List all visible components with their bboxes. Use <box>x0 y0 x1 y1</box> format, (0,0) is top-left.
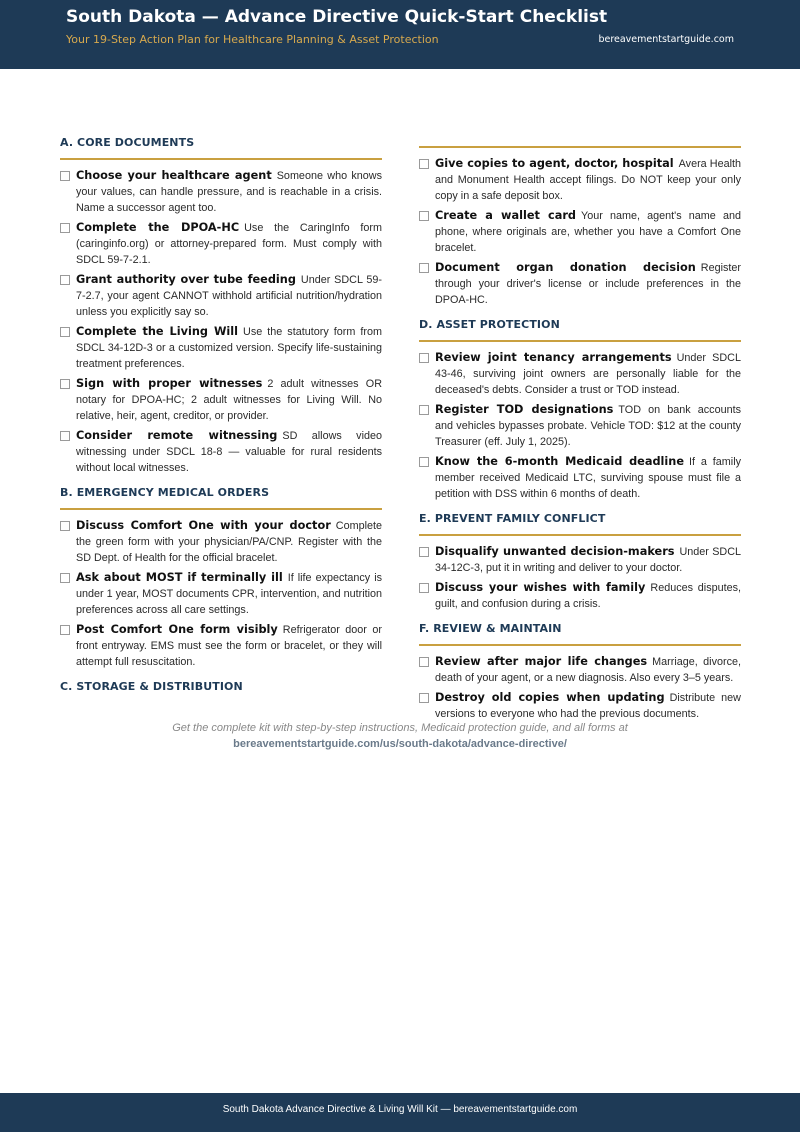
checklist-item <box>60 220 382 268</box>
item-label: Give copies to agent, doctor, hospital <box>435 157 674 170</box>
checklist-item <box>419 690 741 722</box>
item-text: Use the statutory form from SDCL 34-12D-3 or a customized version. Specify life-sustaining treatment preferences. <box>76 326 382 370</box>
checklist-item <box>60 376 382 424</box>
footer-text: South Dakota Advance Directive & Living Will Kit — bereavementstartguide.com <box>222 1104 578 1115</box>
item-text: Someone who knows your values, can handle pressure, and is reachable in a crisis. Name a successor agent too. <box>76 170 382 214</box>
item-text: Use the CaringInfo form (caringinfo.org) or attorney-prepared form. Must comply with SDCL 59-7-2.1. <box>76 222 382 266</box>
checklist-item <box>419 580 741 612</box>
checkbox[interactable] <box>60 379 70 389</box>
item-text: 2 adult witnesses OR notary for DPOA-HC; 2 adult witnesses for Living Will. No relative, heir, agent, creditor, or provider. <box>76 378 382 422</box>
checkbox[interactable] <box>60 625 70 635</box>
item-label: Post Comfort One form visibly <box>76 623 278 636</box>
item-text: If a family member received Medicaid LTC, surviving spouse must file a petition with DSS within 6 months of death. <box>435 456 741 500</box>
checklist-item <box>419 544 741 576</box>
item-label: Sign with proper witnesses <box>76 377 263 390</box>
item-label: Grant authority over tube feeding <box>76 273 296 286</box>
checklist-item <box>419 156 741 204</box>
item-label: Review after major life changes <box>435 655 648 668</box>
promo-link[interactable]: bereavementstartguide.com/us/south-dakota/advance-directive/ <box>233 738 567 750</box>
checkbox[interactable] <box>60 327 70 337</box>
checkbox[interactable] <box>419 457 429 467</box>
item-text: Avera Health and Monument Health accept filings. Do NOT keep your only copy in a safe deposit box. <box>435 158 741 202</box>
section-title-emergency-orders: B. EMERGENCY MEDICAL ORDERS <box>60 486 382 510</box>
kit-promo-note <box>0 720 800 752</box>
item-label: Review joint tenancy arrangements <box>435 351 672 364</box>
checkbox[interactable] <box>419 405 429 415</box>
checkbox[interactable] <box>60 275 70 285</box>
checkbox[interactable] <box>60 573 70 583</box>
checkbox[interactable] <box>60 223 70 233</box>
checkbox[interactable] <box>419 657 429 667</box>
checkbox[interactable] <box>419 263 429 273</box>
section-title-core-documents: A. CORE DOCUMENTS <box>60 136 382 160</box>
item-label: Complete the DPOA-HC <box>76 221 240 234</box>
page-header <box>0 0 800 69</box>
item-label: Ask about MOST if terminally ill <box>76 571 283 584</box>
checkbox[interactable] <box>419 211 429 221</box>
item-label: Destroy old copies when updating <box>435 691 665 704</box>
checkbox[interactable] <box>419 547 429 557</box>
checklist-item <box>419 454 741 502</box>
checklist-item <box>419 402 741 450</box>
item-text: Marriage, divorce, death of your agent, or a new diagnosis. Also every 3–5 years. <box>435 656 741 684</box>
item-text: Complete the green form with your physician/PA/CNP. Register with the SD Dept. of Health for the official bracelet. <box>76 520 382 564</box>
item-label: Create a wallet card <box>435 209 576 222</box>
checklist-item <box>60 428 382 476</box>
section-title-prevent-conflict: E. PREVENT FAMILY CONFLICT <box>419 512 741 536</box>
item-label: Consider remote witnessing <box>76 429 278 442</box>
checkbox[interactable] <box>419 353 429 363</box>
promo-text: Get the complete kit with step-by-step instructions, Medicaid protection guide, and all forms at <box>172 722 628 734</box>
item-text: Register through your driver's license or include preferences in the DPOA-HC. <box>435 262 741 306</box>
header-site-link[interactable]: bereavementstartguide.com <box>598 34 734 45</box>
item-text: Under SDCL 59-7-2.7, your agent CANNOT withhold artificial nutrition/hydration unless you explicitly say so. <box>76 274 382 318</box>
item-label: Know the 6-month Medicaid deadline <box>435 455 685 468</box>
item-label: Disqualify unwanted decision-makers <box>435 545 675 558</box>
item-label: Register TOD designations <box>435 403 614 416</box>
item-text: Under SDCL 34-12C-3, put it in writing and deliver to your doctor. <box>435 546 741 574</box>
item-text: Under SDCL 43-46, surviving joint owners are personally liable for the deceased's debts. Consider a trust or TOD instead. <box>435 352 741 396</box>
checkbox[interactable] <box>60 171 70 181</box>
item-label: Discuss your wishes with family <box>435 581 646 594</box>
section-title-asset-protection: D. ASSET PROTECTION <box>419 318 741 342</box>
right-column <box>419 136 741 726</box>
checkbox[interactable] <box>60 521 70 531</box>
section-title-storage-distribution: C. STORAGE & DISTRIBUTION <box>60 680 243 693</box>
checklist-item <box>419 654 741 686</box>
item-text: If life expectancy is under 1 year, MOST documents CPR, intervention, and nutrition preferences across all care settings. <box>76 572 382 616</box>
item-text: TOD on bank accounts and vehicles bypasses probate. Vehicle TOD: $12 at the county Treasurer (eff. July 1, 2025). <box>435 404 741 448</box>
item-text: Your name, agent's name and phone, where originals are, whether you have a Comfort One bracelet. <box>435 210 741 254</box>
item-text: Refrigerator door or front entryway. EMS must see the form or bracelet, or they will attempt full resuscitation. <box>76 624 382 668</box>
item-text: Reduces disputes, guilt, and confusion during a crisis. <box>435 582 741 610</box>
checklist-item <box>60 518 382 566</box>
left-column <box>60 136 382 701</box>
item-text: Distribute new versions to everyone who had the previous documents. <box>435 692 741 720</box>
checklist-item <box>419 350 741 398</box>
page-footer <box>0 1093 800 1132</box>
item-label: Choose your healthcare agent <box>76 169 272 182</box>
checklist-item <box>60 570 382 618</box>
page-subtitle: Your 19-Step Action Plan for Healthcare Planning & Asset Protection <box>66 33 439 46</box>
checkbox[interactable] <box>419 159 429 169</box>
checklist-item <box>419 208 741 256</box>
item-label: Discuss Comfort One with your doctor <box>76 519 331 532</box>
checklist-item <box>60 622 382 670</box>
item-label: Document organ donation decision <box>435 261 696 274</box>
checkbox[interactable] <box>419 693 429 703</box>
section-title-review-maintain: F. REVIEW & MAINTAIN <box>419 622 741 646</box>
checklist-item <box>60 272 382 320</box>
checkbox[interactable] <box>419 583 429 593</box>
item-text: SD allows video witnessing under SDCL 18-8 — valuable for rural residents without local witnesses. <box>76 430 382 474</box>
checklist-item <box>60 324 382 372</box>
checklist-item <box>60 168 382 216</box>
page-title: South Dakota — Advance Directive Quick-Start Checklist <box>66 7 608 27</box>
item-label: Complete the Living Will <box>76 325 239 338</box>
checklist-item <box>419 260 741 308</box>
checkbox[interactable] <box>60 431 70 441</box>
section-divider <box>419 146 741 148</box>
